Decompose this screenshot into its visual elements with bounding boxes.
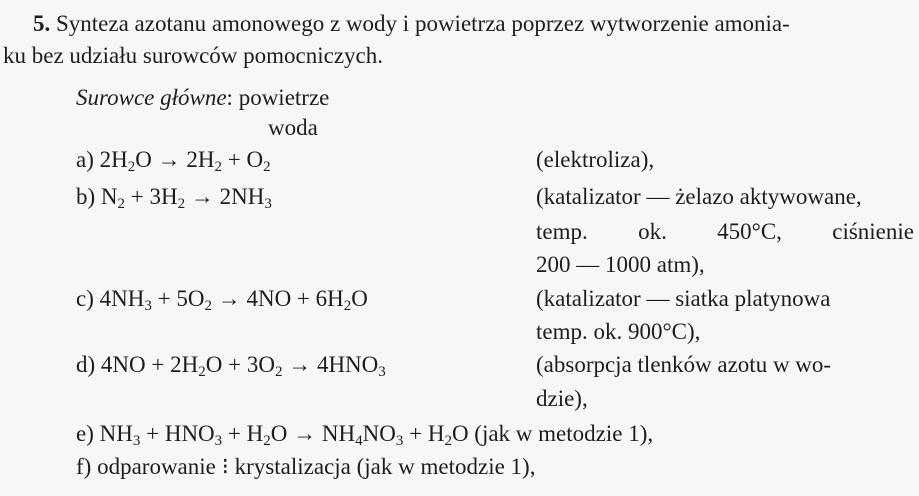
note-text: (katalizator — żelazo aktywowane,	[536, 184, 862, 209]
note-text: (elektroliza),	[536, 147, 655, 172]
equation-text: 4NO + 2H	[100, 352, 199, 377]
note-word: ok.	[638, 219, 667, 244]
step-b-note-line3	[536, 251, 705, 279]
subscript: 2	[204, 298, 212, 314]
equation-text: → 2NH	[185, 184, 265, 209]
raw-material-water-line	[268, 114, 318, 142]
step-d-letter: d)	[76, 352, 96, 377]
subscript: 4	[355, 433, 363, 449]
step-b-note-line2	[536, 218, 914, 246]
subscript: 2	[127, 159, 136, 175]
equation-text: 2H	[99, 147, 128, 172]
equation-text: N	[100, 184, 118, 209]
section-title-part2: ku bez udziału surowców pomocniczych.	[3, 43, 384, 68]
equation-text: + HNO	[140, 421, 215, 446]
step-b-equation	[76, 183, 272, 211]
equation-text: 4NH	[99, 286, 145, 311]
subscript: 3	[378, 364, 386, 380]
step-c-note-line2	[536, 318, 700, 346]
section-heading-line2	[3, 42, 383, 70]
equation-text: → 4HNO	[282, 352, 379, 377]
step-d-note-line1	[536, 351, 831, 379]
step-b-letter: b)	[76, 184, 96, 209]
note-text: 200 — 1000 atm),	[536, 252, 705, 277]
section-heading-line1	[33, 10, 790, 38]
subscript: 3	[132, 433, 141, 449]
step-f-text: odparowanie ⁝ krystalizacja (jak w metodzie 1),	[97, 454, 536, 479]
step-c-letter: c)	[76, 286, 94, 311]
equation-text: O (jak w metodzie 1),	[451, 421, 654, 446]
subscript: 2	[274, 364, 283, 380]
note-text: dzie),	[536, 386, 588, 411]
subscript: 3	[144, 298, 152, 314]
step-f-line	[76, 453, 535, 481]
subscript: 2	[117, 196, 126, 212]
step-c-equation	[76, 285, 368, 313]
step-a-equation	[76, 146, 271, 174]
subscript: 2	[198, 364, 206, 380]
equation-text: NO	[362, 421, 396, 446]
step-d-equation	[76, 351, 386, 379]
note-word: ciśnienie	[832, 219, 914, 244]
section-number: 5.	[33, 11, 51, 36]
note-text: (absorpcja tlenków azotu w wo-	[536, 352, 832, 377]
subscript: 2	[263, 433, 271, 449]
equation-text: + H	[403, 421, 445, 446]
subscript: 3	[214, 433, 223, 449]
equation-text: NH	[99, 421, 133, 446]
subscript: 2	[214, 159, 222, 175]
raw-materials-colon: :	[226, 85, 233, 110]
equation-text: O → 2H	[135, 147, 215, 172]
step-c-note-line1	[536, 285, 830, 313]
equation-text: O + 3O	[205, 352, 275, 377]
subscript: 2	[444, 433, 452, 449]
step-d-note-line2	[536, 385, 588, 413]
note-text: temp. ok. 900°C),	[536, 319, 701, 344]
section-title-part1: Synteza azotanu amonowego z wody i powietrza poprzez wytworzenie amonia-	[56, 11, 790, 36]
equation-text: O	[351, 286, 368, 311]
raw-material-water: woda	[268, 115, 318, 140]
equation-text: + 3H	[125, 184, 178, 209]
subscript: 2	[263, 159, 271, 175]
subscript: 2	[343, 298, 352, 314]
step-e-equation	[76, 420, 653, 448]
step-f-letter: f)	[76, 454, 92, 479]
subscript: 2	[177, 196, 186, 212]
equation-text: O → NH	[270, 421, 356, 446]
equation-text: + O	[221, 147, 264, 172]
step-b-note-line1	[536, 183, 862, 211]
raw-materials-label: Surowce główne	[76, 85, 227, 110]
note-word: temp.	[536, 219, 588, 244]
raw-material-air: powietrze	[238, 85, 330, 110]
note-text: (katalizator — siatka platynowa	[536, 286, 831, 311]
step-a-note	[536, 146, 654, 174]
step-a-letter: a)	[76, 147, 94, 172]
note-word: 450°C,	[717, 219, 782, 244]
subscript: 3	[264, 196, 272, 212]
subscript: 3	[395, 433, 404, 449]
raw-materials-line	[76, 84, 329, 112]
step-e-letter: e)	[76, 421, 94, 446]
equation-text: + H	[222, 421, 264, 446]
equation-text: + 5O	[151, 286, 205, 311]
equation-text: → 4NO + 6H	[211, 286, 344, 311]
